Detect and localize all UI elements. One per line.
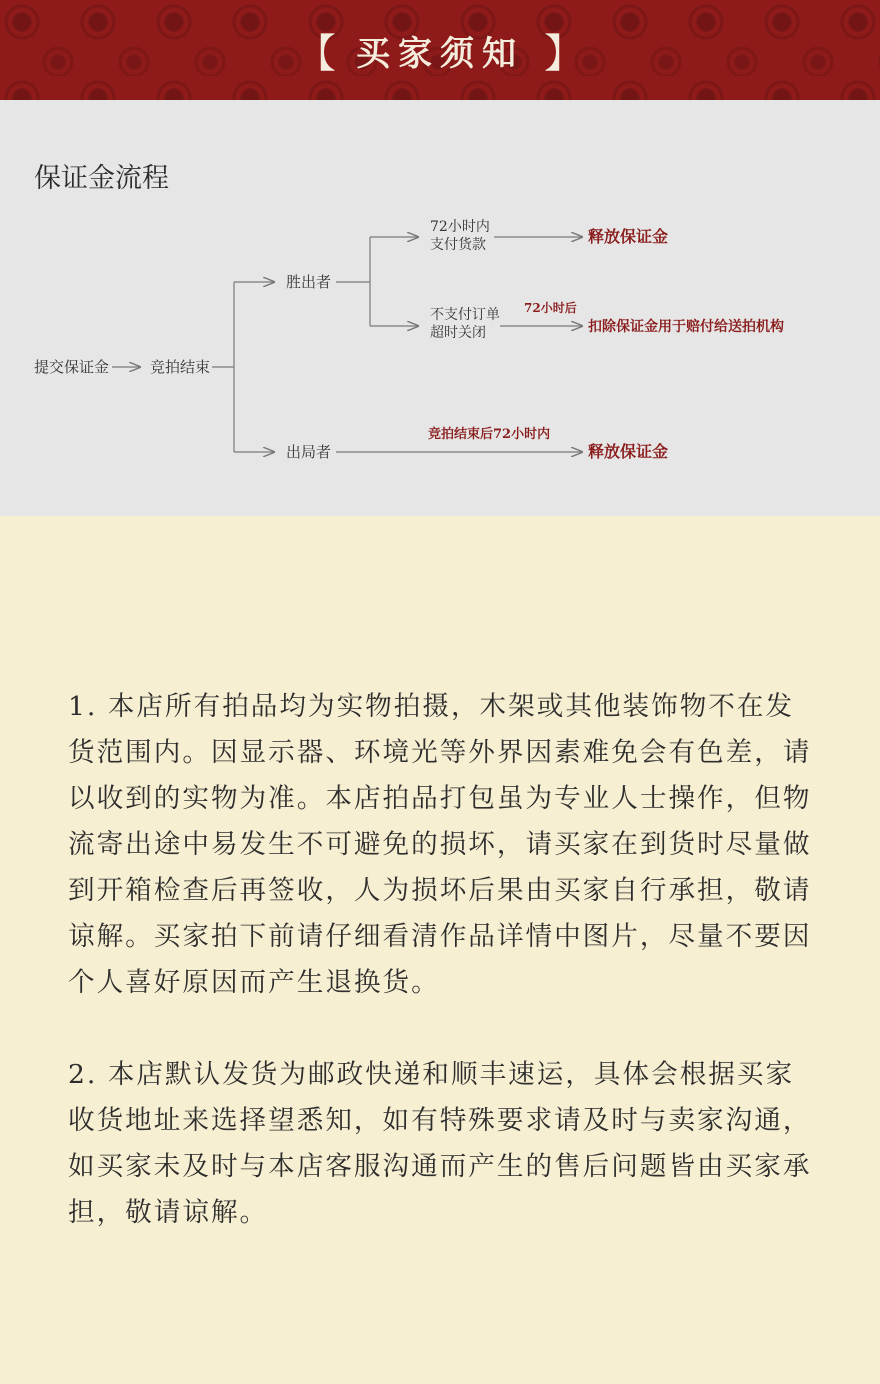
label-after-72h: 72小时后 (524, 301, 577, 315)
bracket-left: 【 (296, 30, 336, 77)
node-pay-72h: 72小时内 支付货款 (430, 219, 490, 253)
flow-diagram (0, 100, 880, 516)
flow-title: 保证金流程 (34, 163, 169, 194)
banner-title (0, 0, 880, 100)
node-no-pay: 不支付订单 超时关闭 (430, 307, 500, 341)
node-release-1: 释放保证金 (588, 227, 669, 246)
banner-title-text: 买家须知 (356, 33, 524, 74)
node-release-2: 释放保证金 (588, 442, 669, 461)
notice-item-2: 2. 本店默认发货为邮政快递和顺丰速运，具体会根据买家收货地址来选择望悉知，如有特殊要求请及时与卖家沟通，如买家未及时与本店客服沟通而产生的售后问题皆由买家承担，敬请谅解。 (68, 1059, 812, 1228)
bracket-right: 】 (544, 30, 584, 77)
label-auction-end-72h: 竞拍结束后72小时内 (428, 427, 551, 442)
notice-list (68, 684, 818, 1236)
node-winner: 胜出者 (286, 273, 332, 291)
node-auction-end: 竞拍结束 (150, 358, 211, 376)
node-loser: 出局者 (286, 443, 332, 461)
header-banner (0, 0, 880, 100)
deposit-flow-panel (0, 100, 880, 516)
node-deduct: 扣除保证金用于赔付给送拍机构 (588, 319, 784, 335)
notice-item-1: 1. 本店所有拍品均为实物拍摄，木架或其他装饰物不在发货范围内。因显示器、环境光等外界因素难免会有色差，请以收到的实物为准。本店拍品打包虽为专业人士操作，但物流寄出途中易发生不可避免的损坏，请买家在到货时尽量做到开箱检查后再签收，人为损坏后果由买家自行承担，敬请谅解。买家拍下前请仔细看清作品详情中图片，尽量不要因个人喜好原因而产生退换货。 (68, 691, 812, 998)
node-submit: 提交保证金 (34, 358, 110, 376)
